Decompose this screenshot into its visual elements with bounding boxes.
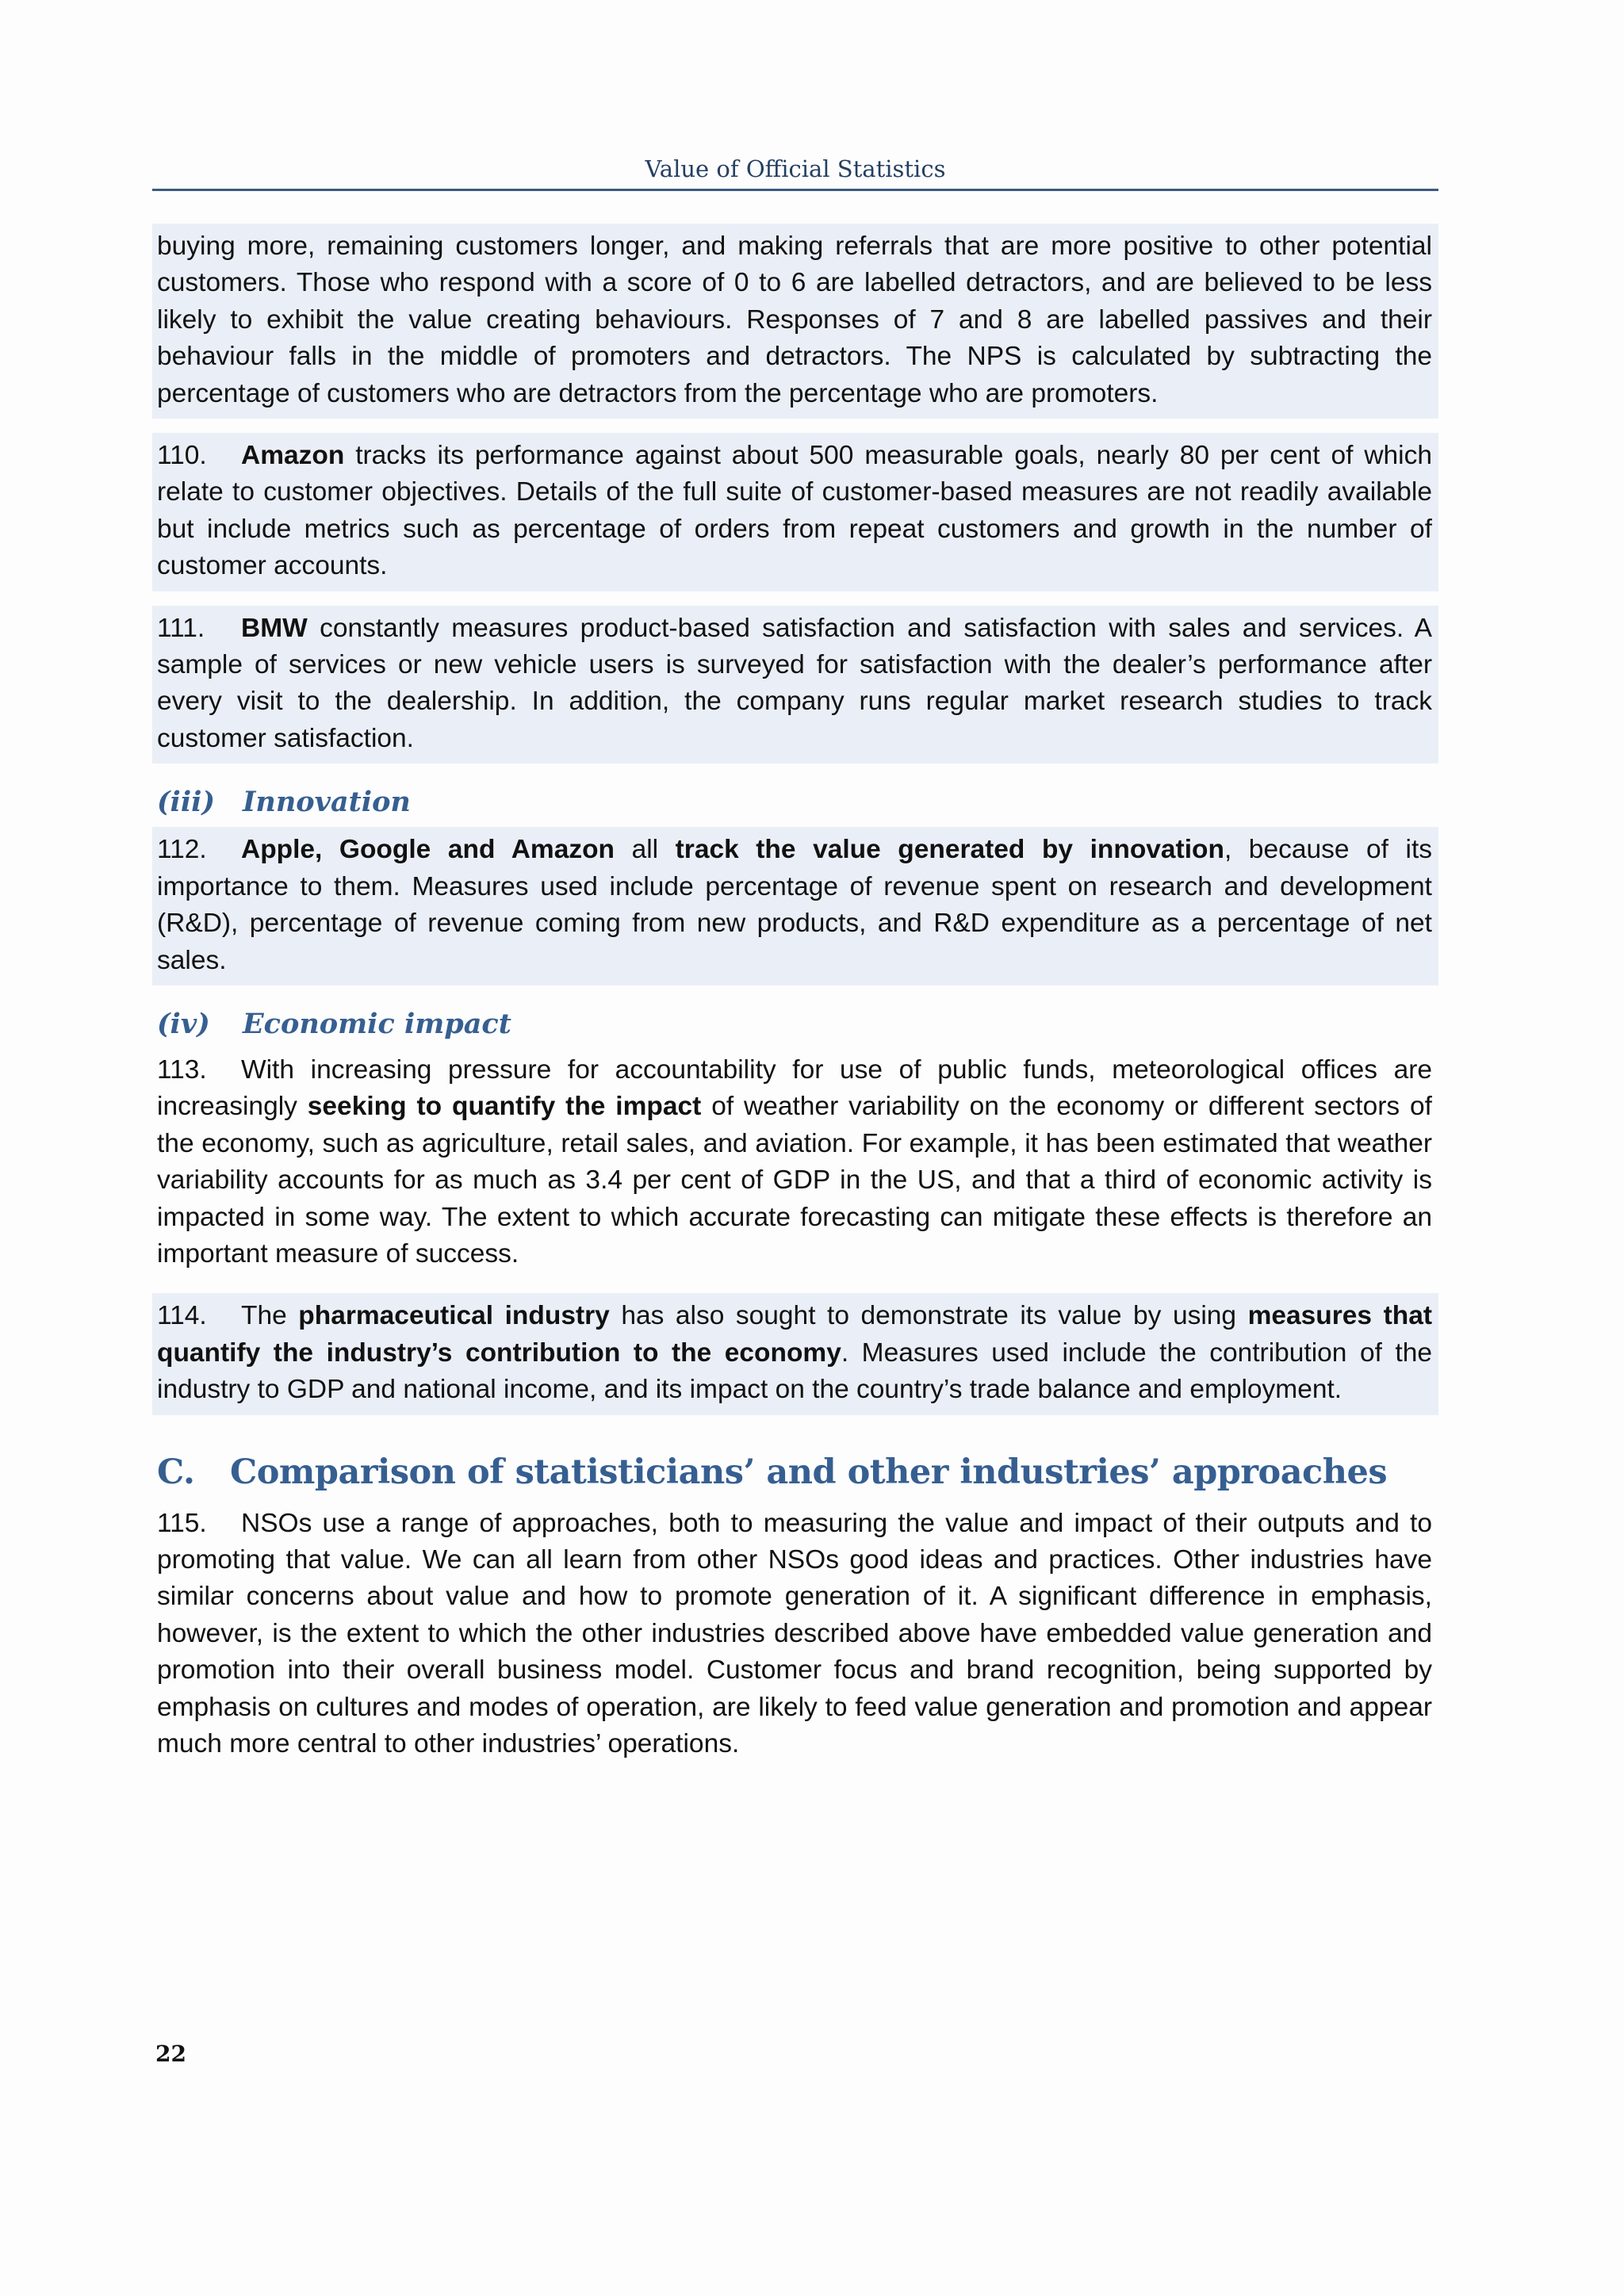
subheading-economic-impact — [152, 1004, 1438, 1044]
bold-text: BMW — [241, 613, 308, 643]
paragraph-110 — [152, 433, 1438, 591]
section-title: Comparison of statisticians’ and other industries’ approaches — [230, 1452, 1388, 1492]
bold-text: track the value generated by innovation — [675, 835, 1224, 865]
paragraph-text: has also sought to demonstrate its value by using — [609, 1301, 1248, 1331]
paragraph-number: 112. — [157, 835, 207, 865]
paragraph-text: constantly measures product-based satisfaction and satisfaction with sales and services. A sample of services or new vehicle users is surveyed for satisfaction with the dealer’s performance after every visit to the dealership. In addition, the company runs regular market research studies to track customer satisfaction. — [157, 613, 1432, 753]
section-letter: C. — [157, 1452, 195, 1492]
bold-text: pharmaceutical industry — [298, 1301, 610, 1331]
subheading-numeral: (iii) — [157, 786, 216, 819]
paragraph-114 — [152, 1293, 1438, 1414]
paragraph-112 — [152, 827, 1438, 985]
section-heading-c — [152, 1447, 1438, 1498]
paragraph-number: 115. — [157, 1508, 207, 1538]
paragraph-number: 113. — [157, 1054, 207, 1085]
paragraph-text: all — [615, 835, 676, 865]
paragraph-text: The — [241, 1301, 299, 1331]
paragraph-nps-continued: buying more, remaining customers longer, and making referrals that are more positive to other potential customers. Those who respond with a score of 0 to 6 are labelled detractors, and are believed to be less likely to exhibit the value creating behaviours. Responses of 7 and 8 are labelled passives and their behaviour falls in the middle of promoters and detractors. The NPS is calculated by subtracting the percentage of customers who are detractors from the percentage who are promoters. — [152, 224, 1438, 419]
bold-text: seeking to quantify the impact — [307, 1092, 702, 1122]
paragraph-111 — [152, 606, 1438, 764]
paragraph-text: of weather variability on the economy or different sectors of the economy, such as agriculture, retail sales, and aviation. For example, it has been estimated that weather variability accounts for as much as 3.4 per cent of GDP in the US, and that a third of economic activity is impacted in some way. The extent to which accurate forecasting can mitigate these effects is therefore an important measure of success. — [157, 1092, 1432, 1269]
paragraph-115 — [152, 1501, 1438, 1770]
paragraph-number: 110. — [157, 441, 207, 471]
subheading-title: Economic impact — [243, 1007, 511, 1040]
paragraph-number: 111. — [157, 613, 205, 643]
subheading-numeral: (iv) — [157, 1007, 210, 1040]
bold-text: Amazon — [241, 441, 345, 471]
subheading-title: Innovation — [243, 786, 411, 819]
page-body — [152, 224, 1438, 1769]
subheading-innovation — [152, 783, 1438, 822]
bold-text: Apple, Google and Amazon — [241, 835, 615, 865]
paragraph-text: . Measures used include the contribution of the industry to GDP and national income, and its impact on the country’s trade balance and employment. — [157, 1337, 1432, 1405]
paragraph-number: 114. — [157, 1301, 207, 1331]
page-number: 22 — [155, 2041, 186, 2067]
paragraph-text: With increasing pressure for accountability for use of public funds, meteorological offices are increasingly — [157, 1054, 1432, 1122]
paragraph-113 — [152, 1047, 1438, 1279]
paragraph-text: , because of its importance to them. Measures used include percentage of revenue spent on research and development (R&D), percentage of revenue coming from new products, and R&D expenditure as a percentage of net sales. — [157, 835, 1433, 975]
paragraph-text: tracks its performance against about 500 measurable goals, nearly 80 per cent of which relate to customer objectives. Details of the full suite of customer-based measures are not readily available but include metrics such as percentage of orders from repeat customers and growth in the number of customer accounts. — [157, 441, 1432, 581]
bold-text: measures that quantify the industry’s contribution to the economy — [157, 1301, 1433, 1368]
running-header: Value of Official Statistics — [645, 155, 946, 182]
paragraph-text: NSOs use a range of approaches, both to measuring the value and impact of their outputs and to promoting that value. We can all learn from other NSOs good ideas and practices. Other industries have similar concerns about value and how to promote generation of it. A significant difference in emphasis, however, is the extent to which the other industries described above have embedded value generation and promotion into their overall business model. Customer focus and brand recognition, being supported by emphasis on cultures and modes of operation, are likely to feed value generation and promotion and appear much more central to other industries’ operations. — [157, 1508, 1432, 1758]
header-rule — [152, 189, 1438, 191]
